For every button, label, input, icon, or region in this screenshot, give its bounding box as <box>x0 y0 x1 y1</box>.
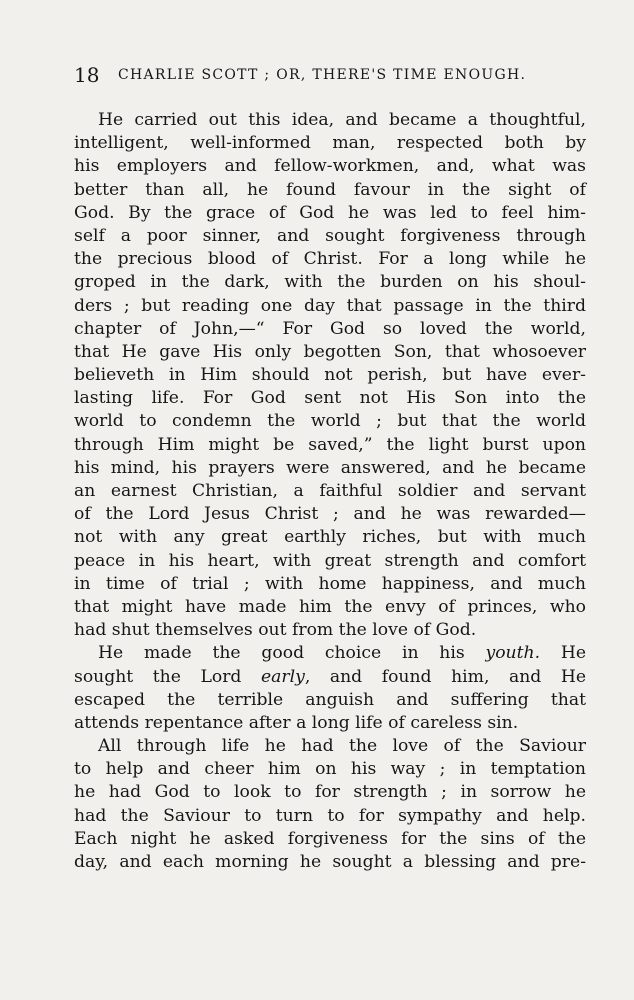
text-line: Each night he asked forgiveness for the sins of the <box>74 828 586 849</box>
text-line: an earnest Christian, a faithful soldier and servant <box>74 481 586 501</box>
paragraph-2 <box>74 642 586 735</box>
text-line: of the Lord Jesus Christ ; and he was rewarded— <box>74 504 586 525</box>
text-line: better than all, he found favour in the sight of <box>74 179 586 200</box>
text-line: escaped the terrible anguish and suffering that <box>74 689 586 710</box>
text-line: his mind, his prayers were answered, and he became <box>74 457 586 478</box>
text-line: All through life he had the love of the Saviour <box>98 736 586 757</box>
text-run: He made the good choice in his <box>98 643 486 664</box>
text-line <box>74 642 586 665</box>
text-line: intelligent, well-informed man, respected both by <box>74 133 586 154</box>
paragraph-1 <box>74 109 586 642</box>
text-line: that might have made him the envy of princes, who <box>74 596 586 617</box>
text-line: world to condemn the world ; but that the world <box>74 411 586 432</box>
page-number: 18 <box>74 63 100 87</box>
text-line: ders ; but reading one day that passage in the third <box>74 295 586 316</box>
running-title: CHARLIE SCOTT ; OR, THERE'S TIME ENOUGH. <box>118 67 527 83</box>
text-run: He <box>540 643 587 664</box>
text-line: believeth in Him should not perish, but have ever- <box>74 365 586 386</box>
text-line: not with any great earthly riches, but with much <box>74 527 586 548</box>
running-head <box>74 62 560 88</box>
text-line: had the Saviour to turn to for sympathy and help. <box>74 805 586 826</box>
paragraph-3 <box>74 735 586 874</box>
text-line: had shut themselves out from the love of God. <box>74 620 477 641</box>
text-line: day, and each morning he sought a blessing and pre- <box>74 852 586 872</box>
text-line <box>74 666 586 689</box>
text-line: peace in his heart, with great strength and comfort <box>74 550 586 571</box>
text-line: to help and cheer him on his way ; in temptation <box>74 759 586 780</box>
text-line: groped in the dark, with the burden on his shoul- <box>74 272 586 293</box>
text-line: the precious blood of Christ. For a long while he <box>74 249 586 270</box>
italic-text: early <box>260 666 305 687</box>
text-line: God. By the grace of God he was led to feel him- <box>74 202 586 223</box>
text-line: in time of trial ; with home happiness, and much <box>74 573 586 594</box>
text-line: he had God to look to for strength ; in sorrow he <box>74 782 586 803</box>
text-run: sought the Lord <box>74 666 261 687</box>
text-line: attends repentance after a long life of careless sin. <box>74 712 519 733</box>
text-run: , and found him, and He <box>304 666 586 687</box>
text-line: that He gave His only begotten Son, that whosoever <box>74 341 586 362</box>
text-line: lasting life. For God sent not His Son into the <box>74 388 586 409</box>
text-line: self a poor sinner, and sought forgiveness through <box>74 225 586 246</box>
text-line: chapter of John,—“ For God so loved the world, <box>74 318 586 339</box>
text-line: He carried out this idea, and became a thoughtful, <box>98 110 586 130</box>
italic-text: youth. <box>485 643 541 664</box>
body-text <box>74 109 586 874</box>
text-line: his employers and fellow-workmen, and, what was <box>74 156 586 177</box>
text-line: through Him might be saved,” the light burst upon <box>74 434 586 455</box>
